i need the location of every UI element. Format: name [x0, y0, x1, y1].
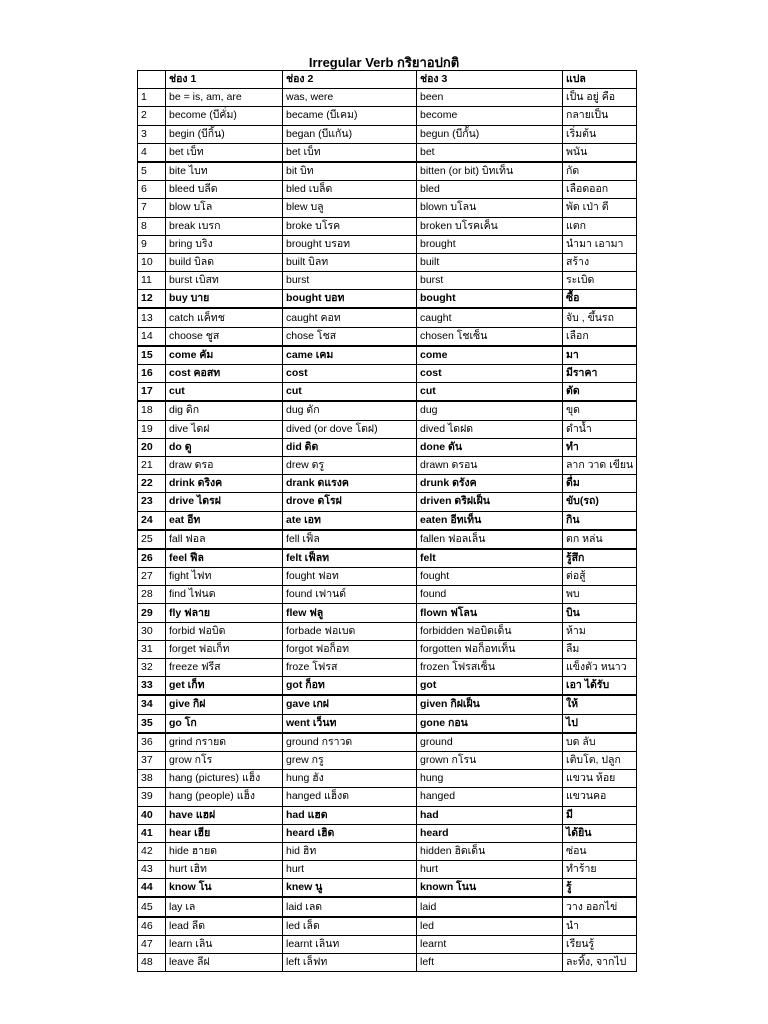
verb-form-3: got: [417, 677, 563, 696]
verb-form-2: cut: [283, 383, 417, 402]
translation: ดำน้ำ: [563, 420, 637, 438]
verb-form-3: hung: [417, 770, 563, 788]
table-row: [138, 346, 637, 365]
row-number: 12: [138, 290, 166, 309]
verb-form-1: grind กรายด: [166, 733, 283, 752]
translation: ทำ: [563, 438, 637, 456]
table-row: [138, 586, 637, 604]
verb-form-3: bitten (or bit) บิทเท็น: [417, 162, 563, 181]
row-number: 44: [138, 879, 166, 898]
translation: พัด เป่า ตี: [563, 199, 637, 217]
verb-form-2: drove ดโรฝ: [283, 493, 417, 511]
verb-form-1: begin (บีกิ้น): [166, 125, 283, 143]
verb-form-1: become (บีคั่ม): [166, 107, 283, 125]
verb-form-1: lead ลีด: [166, 917, 283, 936]
translation: ให้: [563, 695, 637, 714]
row-number: 11: [138, 272, 166, 290]
verb-form-1: leave ลีฝ: [166, 954, 283, 972]
verb-form-1: learn เลิน: [166, 935, 283, 953]
verb-form-1: know โน: [166, 879, 283, 898]
table-row: [138, 475, 637, 493]
verb-form-2: dived (or dove โดฝ): [283, 420, 417, 438]
row-number: 46: [138, 917, 166, 936]
verb-form-1: feel ฟีล: [166, 549, 283, 568]
translation: ขับ(รถ): [563, 493, 637, 511]
verb-form-3: ground: [417, 733, 563, 752]
verb-form-2: hurt: [283, 861, 417, 879]
verb-form-2: grew กรู: [283, 751, 417, 769]
row-number: 18: [138, 401, 166, 420]
verb-form-1: forbid ฟอบิด: [166, 622, 283, 640]
verb-form-2: led เล็ด: [283, 917, 417, 936]
verb-form-1: hide ฮายด: [166, 842, 283, 860]
translation: ไป: [563, 714, 637, 733]
verb-form-2: broke บโรค: [283, 217, 417, 235]
table-row: [138, 365, 637, 383]
verb-form-1: hang (pictures) แฮ็ง: [166, 770, 283, 788]
verb-form-1: dig ดิก: [166, 401, 283, 420]
table-row: [138, 824, 637, 842]
row-number: 28: [138, 586, 166, 604]
table-row: [138, 917, 637, 936]
verb-form-2: learnt เลินท: [283, 935, 417, 953]
verb-form-2: forgot ฟอก็อท: [283, 640, 417, 658]
verb-form-1: be = is, am, are: [166, 89, 283, 107]
table-row: [138, 659, 637, 677]
verb-form-3: forbidden ฟอบิดเด็น: [417, 622, 563, 640]
verb-form-3: frozen โฟรสเซ็น: [417, 659, 563, 677]
verb-form-1: hang (people) แฮ็ง: [166, 788, 283, 806]
translation: เลือก: [563, 327, 637, 346]
row-number: 27: [138, 568, 166, 586]
row-number: 13: [138, 308, 166, 327]
verb-form-3: fallen ฟอลเล็น: [417, 530, 563, 549]
verb-form-2: went เว็นท: [283, 714, 417, 733]
verb-form-2: drank ดแรงค: [283, 475, 417, 493]
verb-form-1: drive ไดรฝ: [166, 493, 283, 511]
row-number: 47: [138, 935, 166, 953]
row-number: 25: [138, 530, 166, 549]
translation: มีราคา: [563, 365, 637, 383]
row-number: 3: [138, 125, 166, 143]
row-number: 20: [138, 438, 166, 456]
row-number: 48: [138, 954, 166, 972]
verb-form-3: given กิฝเฝ็น: [417, 695, 563, 714]
verb-form-1: come คัม: [166, 346, 283, 365]
row-number: 24: [138, 511, 166, 530]
verb-form-3: drunk ดรังค: [417, 475, 563, 493]
table-row: [138, 308, 637, 327]
verb-form-3: broken บโรคเค็น: [417, 217, 563, 235]
verb-form-3: gone กอน: [417, 714, 563, 733]
row-number: 35: [138, 714, 166, 733]
verb-form-3: led: [417, 917, 563, 936]
table-row: [138, 677, 637, 696]
row-number: 14: [138, 327, 166, 346]
verb-form-2: got ก็อท: [283, 677, 417, 696]
verb-form-2: forbade ฟอเบด: [283, 622, 417, 640]
verb-form-2: chose โชส: [283, 327, 417, 346]
translation: พนัน: [563, 143, 637, 162]
translation: ลืม: [563, 640, 637, 658]
translation: เลือดออก: [563, 181, 637, 199]
row-number: 31: [138, 640, 166, 658]
row-number: 45: [138, 897, 166, 916]
verb-form-3: flown ฟโลน: [417, 604, 563, 622]
translation: ห้าม: [563, 622, 637, 640]
verb-form-3: felt: [417, 549, 563, 568]
verb-form-3: caught: [417, 308, 563, 327]
row-number: 33: [138, 677, 166, 696]
row-number: 22: [138, 475, 166, 493]
verb-form-3: learnt: [417, 935, 563, 953]
table-row: [138, 401, 637, 420]
table-row: [138, 107, 637, 125]
verb-form-2: flew ฟลู: [283, 604, 417, 622]
row-number: 16: [138, 365, 166, 383]
header-number: [138, 71, 166, 89]
translation: จับ , ขึ้นรถ: [563, 308, 637, 327]
verb-form-3: bet: [417, 143, 563, 162]
verb-form-1: give กิฝ: [166, 695, 283, 714]
translation: กิน: [563, 511, 637, 530]
translation: นำ: [563, 917, 637, 936]
table-row: [138, 842, 637, 860]
table-row: [138, 143, 637, 162]
verb-form-2: bled เบล็ด: [283, 181, 417, 199]
verb-form-2: hanged แฮ็งด: [283, 788, 417, 806]
table-row: [138, 89, 637, 107]
header-translation: แปล: [563, 71, 637, 89]
table-row: [138, 751, 637, 769]
translation: ดื่ม: [563, 475, 637, 493]
row-number: 37: [138, 751, 166, 769]
table-body: [138, 89, 637, 972]
verb-form-1: break เบรก: [166, 217, 283, 235]
row-number: 19: [138, 420, 166, 438]
verb-form-1: lay เล: [166, 897, 283, 916]
verb-form-1: bleed บลีด: [166, 181, 283, 199]
verb-form-3: hidden ฮิดเด็น: [417, 842, 563, 860]
header-column-3: ช่อง 3: [417, 71, 563, 89]
table-row: [138, 438, 637, 456]
verb-form-2: became (บีเคม): [283, 107, 417, 125]
verb-form-1: choose ชูส: [166, 327, 283, 346]
translation: บิน: [563, 604, 637, 622]
verb-form-3: done ดัน: [417, 438, 563, 456]
verb-form-2: hung ฮัง: [283, 770, 417, 788]
verb-form-2: gave เกฝ: [283, 695, 417, 714]
verb-form-3: hurt: [417, 861, 563, 879]
translation: แขวนคอ: [563, 788, 637, 806]
verb-form-2: laid เลด: [283, 897, 417, 916]
verb-form-3: grown กโรน: [417, 751, 563, 769]
table-row: [138, 695, 637, 714]
verb-form-2: ground กราวด: [283, 733, 417, 752]
translation: รู้สึก: [563, 549, 637, 568]
translation: บด ลับ: [563, 733, 637, 752]
row-number: 2: [138, 107, 166, 125]
translation: มี: [563, 806, 637, 824]
row-number: 40: [138, 806, 166, 824]
translation: นำมา เอามา: [563, 235, 637, 253]
table-row: [138, 456, 637, 474]
verb-form-3: laid: [417, 897, 563, 916]
translation: ซื้อ: [563, 290, 637, 309]
table-row: [138, 549, 637, 568]
header-column-1: ช่อง 1: [166, 71, 283, 89]
row-number: 34: [138, 695, 166, 714]
row-number: 23: [138, 493, 166, 511]
translation: ได้ยิน: [563, 824, 637, 842]
translation: วาง ออกไข่: [563, 897, 637, 916]
translation: เติบโต, ปลูก: [563, 751, 637, 769]
verb-form-3: built: [417, 253, 563, 271]
verb-form-3: forgotten ฟอก็อทเท็น: [417, 640, 563, 658]
verb-form-3: chosen โชเซ็น: [417, 327, 563, 346]
verb-form-3: had: [417, 806, 563, 824]
row-number: 8: [138, 217, 166, 235]
verb-form-1: grow กโร: [166, 751, 283, 769]
verb-form-3: dived ไดฝด: [417, 420, 563, 438]
verb-form-1: go โก: [166, 714, 283, 733]
verb-form-2: heard เฮิด: [283, 824, 417, 842]
verb-form-1: catch แค็ทช: [166, 308, 283, 327]
row-number: 38: [138, 770, 166, 788]
verb-form-1: forget ฟอเก็ท: [166, 640, 283, 658]
verb-form-1: fight ไฟท: [166, 568, 283, 586]
translation: มา: [563, 346, 637, 365]
verb-form-3: cost: [417, 365, 563, 383]
verb-form-3: known โนน: [417, 879, 563, 898]
verb-form-2: fell เฟ็ล: [283, 530, 417, 549]
verb-form-3: fought: [417, 568, 563, 586]
verb-form-2: fought ฟอท: [283, 568, 417, 586]
table-row: [138, 235, 637, 253]
verb-form-3: blown บโลน: [417, 199, 563, 217]
verb-form-1: bite ไบท: [166, 162, 283, 181]
verb-form-3: cut: [417, 383, 563, 402]
row-number: 5: [138, 162, 166, 181]
verb-form-1: do ดู: [166, 438, 283, 456]
verb-form-2: froze โฟรส: [283, 659, 417, 677]
verb-form-1: eat อีท: [166, 511, 283, 530]
verb-form-2: came เคม: [283, 346, 417, 365]
translation: ขุด: [563, 401, 637, 420]
translation: กลายเป็น: [563, 107, 637, 125]
row-number: 32: [138, 659, 166, 677]
table-row: [138, 162, 637, 181]
verb-form-1: drink ดริงค: [166, 475, 283, 493]
table-row: [138, 806, 637, 824]
table-row: [138, 604, 637, 622]
row-number: 10: [138, 253, 166, 271]
table-row: [138, 530, 637, 549]
row-number: 26: [138, 549, 166, 568]
verb-form-2: dug ดัก: [283, 401, 417, 420]
row-number: 41: [138, 824, 166, 842]
verb-form-2: was, were: [283, 89, 417, 107]
table-row: [138, 420, 637, 438]
table-row: [138, 954, 637, 972]
row-number: 15: [138, 346, 166, 365]
translation: พบ: [563, 586, 637, 604]
table-row: [138, 770, 637, 788]
translation: กัด: [563, 162, 637, 181]
row-number: 43: [138, 861, 166, 879]
verb-form-2: knew นู: [283, 879, 417, 898]
verb-form-1: build บิลด: [166, 253, 283, 271]
verb-form-2: bought บอท: [283, 290, 417, 309]
translation: ระเบิด: [563, 272, 637, 290]
verb-form-3: drawn ดรอน: [417, 456, 563, 474]
translation: ต่อสู้: [563, 568, 637, 586]
table-row: [138, 788, 637, 806]
table-row: [138, 253, 637, 271]
translation: รู้: [563, 879, 637, 898]
table-row: [138, 217, 637, 235]
verb-form-1: blow บโล: [166, 199, 283, 217]
verb-form-2: found เฟานด์: [283, 586, 417, 604]
row-number: 17: [138, 383, 166, 402]
verb-form-3: found: [417, 586, 563, 604]
verb-form-3: begun (บีกั้น): [417, 125, 563, 143]
translation: สร้าง: [563, 253, 637, 271]
row-number: 1: [138, 89, 166, 107]
verb-form-2: blew บลู: [283, 199, 417, 217]
verb-form-2: burst: [283, 272, 417, 290]
row-number: 29: [138, 604, 166, 622]
verb-form-3: eaten อีทเท็น: [417, 511, 563, 530]
verb-form-1: cost คอสท: [166, 365, 283, 383]
row-number: 42: [138, 842, 166, 860]
header-column-2: ช่อง 2: [283, 71, 417, 89]
verb-form-3: burst: [417, 272, 563, 290]
verb-form-1: bet เบ็ท: [166, 143, 283, 162]
verb-form-3: driven ดริฝเฝ็น: [417, 493, 563, 511]
verb-form-1: freeze ฟรีส: [166, 659, 283, 677]
verb-form-2: ate เอท: [283, 511, 417, 530]
verb-form-2: had แฮด: [283, 806, 417, 824]
verb-form-2: did ดิด: [283, 438, 417, 456]
verb-form-1: have แฮฝ: [166, 806, 283, 824]
table-row: [138, 879, 637, 898]
table-row: [138, 290, 637, 309]
table-row: [138, 935, 637, 953]
table-row: [138, 714, 637, 733]
verb-form-2: felt เฟ็ลท: [283, 549, 417, 568]
verb-form-3: hanged: [417, 788, 563, 806]
table-row: [138, 568, 637, 586]
verb-form-2: cost: [283, 365, 417, 383]
verb-form-2: built บิลท: [283, 253, 417, 271]
row-number: 4: [138, 143, 166, 162]
verb-form-3: become: [417, 107, 563, 125]
table-row: [138, 272, 637, 290]
verb-form-2: hid ฮิท: [283, 842, 417, 860]
translation: เริ่มต้น: [563, 125, 637, 143]
translation: ซ่อน: [563, 842, 637, 860]
verb-form-1: bring บริง: [166, 235, 283, 253]
translation: แตก: [563, 217, 637, 235]
translation: เป็น อยู่ คือ: [563, 89, 637, 107]
verb-form-2: brought บรอท: [283, 235, 417, 253]
verb-form-2: caught คอท: [283, 308, 417, 327]
translation: ตัด: [563, 383, 637, 402]
verb-form-1: hear เฮีย: [166, 824, 283, 842]
verb-form-2: left เล็ฟท: [283, 954, 417, 972]
table-row: [138, 640, 637, 658]
verb-form-3: come: [417, 346, 563, 365]
verb-form-1: cut: [166, 383, 283, 402]
translation: แข็งตัว หนาว: [563, 659, 637, 677]
translation: ตก หล่น: [563, 530, 637, 549]
table-row: [138, 511, 637, 530]
translation: แขวน ห้อย: [563, 770, 637, 788]
table-row: [138, 493, 637, 511]
table-row: [138, 622, 637, 640]
translation: ละทิ้ง, จากไป: [563, 954, 637, 972]
translation: เรียนรู้: [563, 935, 637, 953]
verb-form-2: bit บิท: [283, 162, 417, 181]
table-row: [138, 199, 637, 217]
verb-form-1: burst เบิสท: [166, 272, 283, 290]
row-number: 39: [138, 788, 166, 806]
table-row: [138, 733, 637, 752]
verb-form-1: get เก็ท: [166, 677, 283, 696]
translation: เอา ได้รับ: [563, 677, 637, 696]
row-number: 30: [138, 622, 166, 640]
verb-form-1: draw ดรอ: [166, 456, 283, 474]
row-number: 6: [138, 181, 166, 199]
table-row: [138, 383, 637, 402]
verb-form-3: dug: [417, 401, 563, 420]
verb-form-2: began (บีแกัน): [283, 125, 417, 143]
translation: ลาก วาด เขียน: [563, 456, 637, 474]
verb-form-3: bled: [417, 181, 563, 199]
row-number: 21: [138, 456, 166, 474]
irregular-verb-table: [137, 70, 637, 972]
row-number: 7: [138, 199, 166, 217]
table-row: [138, 327, 637, 346]
table-row: [138, 181, 637, 199]
verb-form-3: left: [417, 954, 563, 972]
verb-form-2: drew ดรู: [283, 456, 417, 474]
table-row: [138, 897, 637, 916]
verb-form-1: hurt เฮิท: [166, 861, 283, 879]
verb-form-3: brought: [417, 235, 563, 253]
verb-form-2: bet เบ็ท: [283, 143, 417, 162]
table-row: [138, 125, 637, 143]
verb-form-3: been: [417, 89, 563, 107]
verb-form-1: find ไฟนด: [166, 586, 283, 604]
translation: ทำร้าย: [563, 861, 637, 879]
table-row: [138, 861, 637, 879]
verb-form-1: buy บาย: [166, 290, 283, 309]
header-row: [138, 71, 637, 89]
verb-form-1: dive ไดฝ: [166, 420, 283, 438]
verb-form-1: fall ฟอล: [166, 530, 283, 549]
verb-form-1: fly ฟลาย: [166, 604, 283, 622]
verb-form-3: bought: [417, 290, 563, 309]
row-number: 36: [138, 733, 166, 752]
page-title: Irregular Verb กริยาอปกติ: [308, 55, 460, 70]
verb-form-3: heard: [417, 824, 563, 842]
row-number: 9: [138, 235, 166, 253]
